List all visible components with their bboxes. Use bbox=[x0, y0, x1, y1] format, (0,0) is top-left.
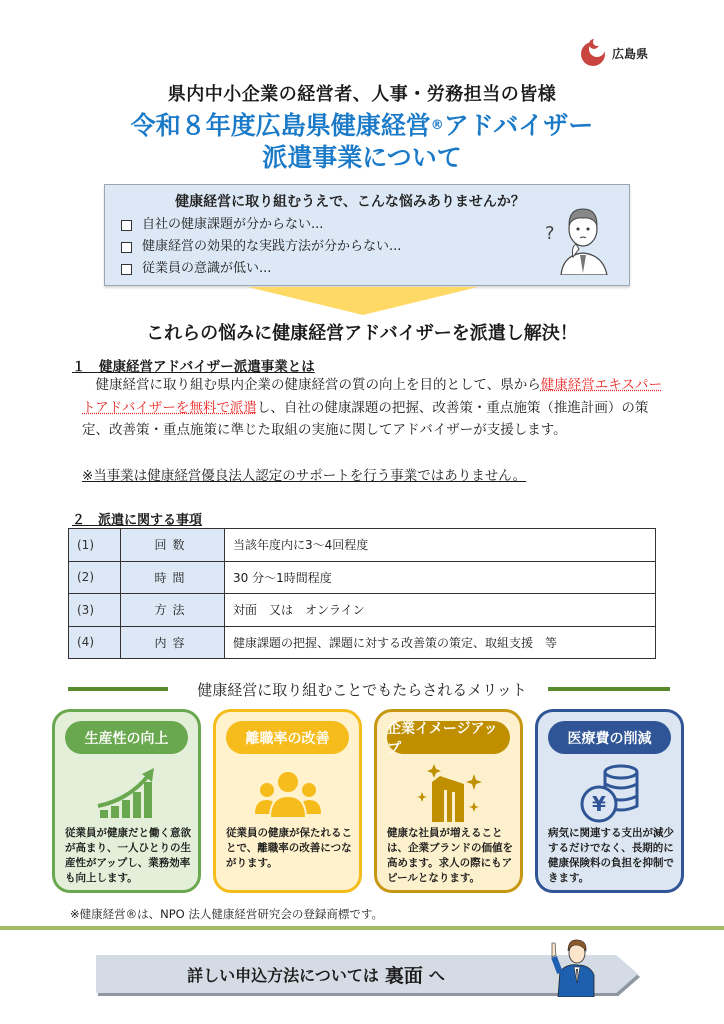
section-2-heading: ２ 派遣に関する事項 bbox=[72, 513, 203, 528]
body-text: 健康経営に取り組む県内企業の健康経営の質の向上を目的として、県から bbox=[82, 377, 541, 393]
section-1-body bbox=[82, 374, 662, 442]
body-text: し、自社の健康課題の把握、改善策・重点施策（推進計画）の策定、改善策・重点施策に準じた取組の実施に関してアドバイザーが支援します。 bbox=[82, 399, 649, 438]
row-value: 健康課題の把握、課題に対する改善策の策定、取組支援 等 bbox=[225, 626, 656, 659]
merit-title: 離職率の改善 bbox=[226, 721, 349, 754]
title-line-2: 派遣事業について bbox=[262, 143, 462, 172]
section-1-heading: １ 健康経営アドバイザー派遣事業とは bbox=[72, 359, 315, 375]
cta-text: へ bbox=[428, 965, 445, 985]
row-label: 方法 bbox=[121, 594, 225, 627]
row-number: (1) bbox=[69, 529, 121, 562]
worry-item bbox=[121, 236, 401, 258]
table-row bbox=[69, 561, 656, 594]
table-row bbox=[69, 529, 656, 562]
title-line-1 bbox=[0, 110, 724, 142]
cta-text: 詳しい申込方法については bbox=[187, 965, 379, 985]
cta-emphasis: 裏面 bbox=[384, 964, 423, 987]
merit-card-productivity bbox=[52, 709, 201, 893]
divider-line bbox=[548, 687, 670, 691]
svg-text:¥: ¥ bbox=[592, 792, 606, 816]
registered-mark: ® bbox=[430, 118, 444, 133]
page-title bbox=[0, 110, 724, 174]
table-row bbox=[69, 594, 656, 627]
checkbox-icon bbox=[121, 242, 132, 253]
worries-box bbox=[104, 184, 630, 286]
row-value: 対面 又は オンライン bbox=[225, 594, 656, 627]
merit-description: 病気に関連する支出が減少するだけでなく、長期的に健康保険料の負担を抑制できます。 bbox=[548, 827, 674, 884]
yen-coin-stack-icon bbox=[575, 760, 645, 826]
worries-list bbox=[121, 214, 401, 280]
prefecture-emblem-icon bbox=[580, 38, 608, 68]
hiroshima-prefecture-logo bbox=[580, 38, 648, 68]
title-text: 令和８年度広島県健康経営 bbox=[130, 111, 431, 140]
footer-divider bbox=[0, 926, 724, 930]
merit-description: 従業員の健康が保たれることで、離職率の改善につながります。 bbox=[226, 827, 352, 869]
row-label: 時間 bbox=[121, 561, 225, 594]
worry-label: 従業員の意識が低い... bbox=[142, 261, 272, 276]
merit-title: 医療費の削減 bbox=[548, 721, 671, 754]
checkbox-icon bbox=[121, 220, 132, 231]
merit-description: 健康な社員が増えることは、企業ブランドの価値を高めます。求人の際にもアピールとなります。 bbox=[387, 827, 513, 884]
merits-heading-bar bbox=[0, 679, 724, 699]
dispatch-details-table bbox=[68, 528, 656, 659]
worry-item bbox=[121, 258, 401, 280]
row-number: (3) bbox=[69, 594, 121, 627]
thinking-man-icon bbox=[543, 197, 623, 275]
table-row bbox=[69, 626, 656, 659]
merit-card-medical-cost bbox=[535, 709, 684, 893]
row-label: 回数 bbox=[121, 529, 225, 562]
arrow-down-icon bbox=[248, 287, 478, 315]
highlight-text: 健康経営エキスパートアドバイザーを無料で派遣 bbox=[82, 377, 662, 416]
banner-text bbox=[96, 955, 536, 993]
svg-text:?: ? bbox=[545, 223, 555, 244]
checkbox-icon bbox=[121, 264, 132, 275]
worry-label: 自社の健康課題が分からない... bbox=[142, 217, 324, 232]
audience-subtitle: 県内中小企業の経営者、人事・労務担当の皆様 bbox=[167, 84, 557, 105]
row-label: 内容 bbox=[121, 626, 225, 659]
growth-chart-icon bbox=[92, 760, 162, 826]
row-value: 当該年度内に3～4回程度 bbox=[225, 529, 656, 562]
row-value: 30 分～1時間程度 bbox=[225, 561, 656, 594]
merits-heading: 健康経営に取り組むことでもたらされるメリット bbox=[197, 681, 527, 699]
row-number: (2) bbox=[69, 561, 121, 594]
merit-title: 生産性の向上 bbox=[65, 721, 188, 754]
worries-heading: 健康経営に取り組むうえで、こんな悩みありませんか？ bbox=[175, 194, 525, 210]
pointing-businessman-icon bbox=[548, 927, 600, 997]
people-group-icon bbox=[253, 760, 323, 826]
merit-description: 従業員が健康だと働く意欲が高まり、一人ひとりの生産性がアップし、業務効率も向上します。 bbox=[65, 827, 191, 884]
merit-card-turnover bbox=[213, 709, 362, 893]
trademark-note: ※健康経営®は、NPO 法人健康経営研究会の登録商標です。 bbox=[70, 907, 383, 921]
worry-label: 健康経営の効果的な実践方法が分からない... bbox=[142, 239, 402, 254]
merit-title: 企業イメージアップ bbox=[387, 721, 510, 754]
merit-card-corporate-image bbox=[374, 709, 523, 893]
row-number: (4) bbox=[69, 626, 121, 659]
logo-text: 広島県 bbox=[612, 46, 649, 61]
section-1-note: ※当事業は健康経営優良法人認定のサポートを行う事業ではありません。 bbox=[82, 468, 527, 484]
sparkling-building-icon bbox=[414, 760, 484, 826]
title-text: アドバイザー bbox=[443, 111, 594, 140]
worry-item bbox=[121, 214, 401, 236]
solution-heading: これらの悩みに健康経営アドバイザーを派遣し解決！ bbox=[146, 323, 578, 344]
